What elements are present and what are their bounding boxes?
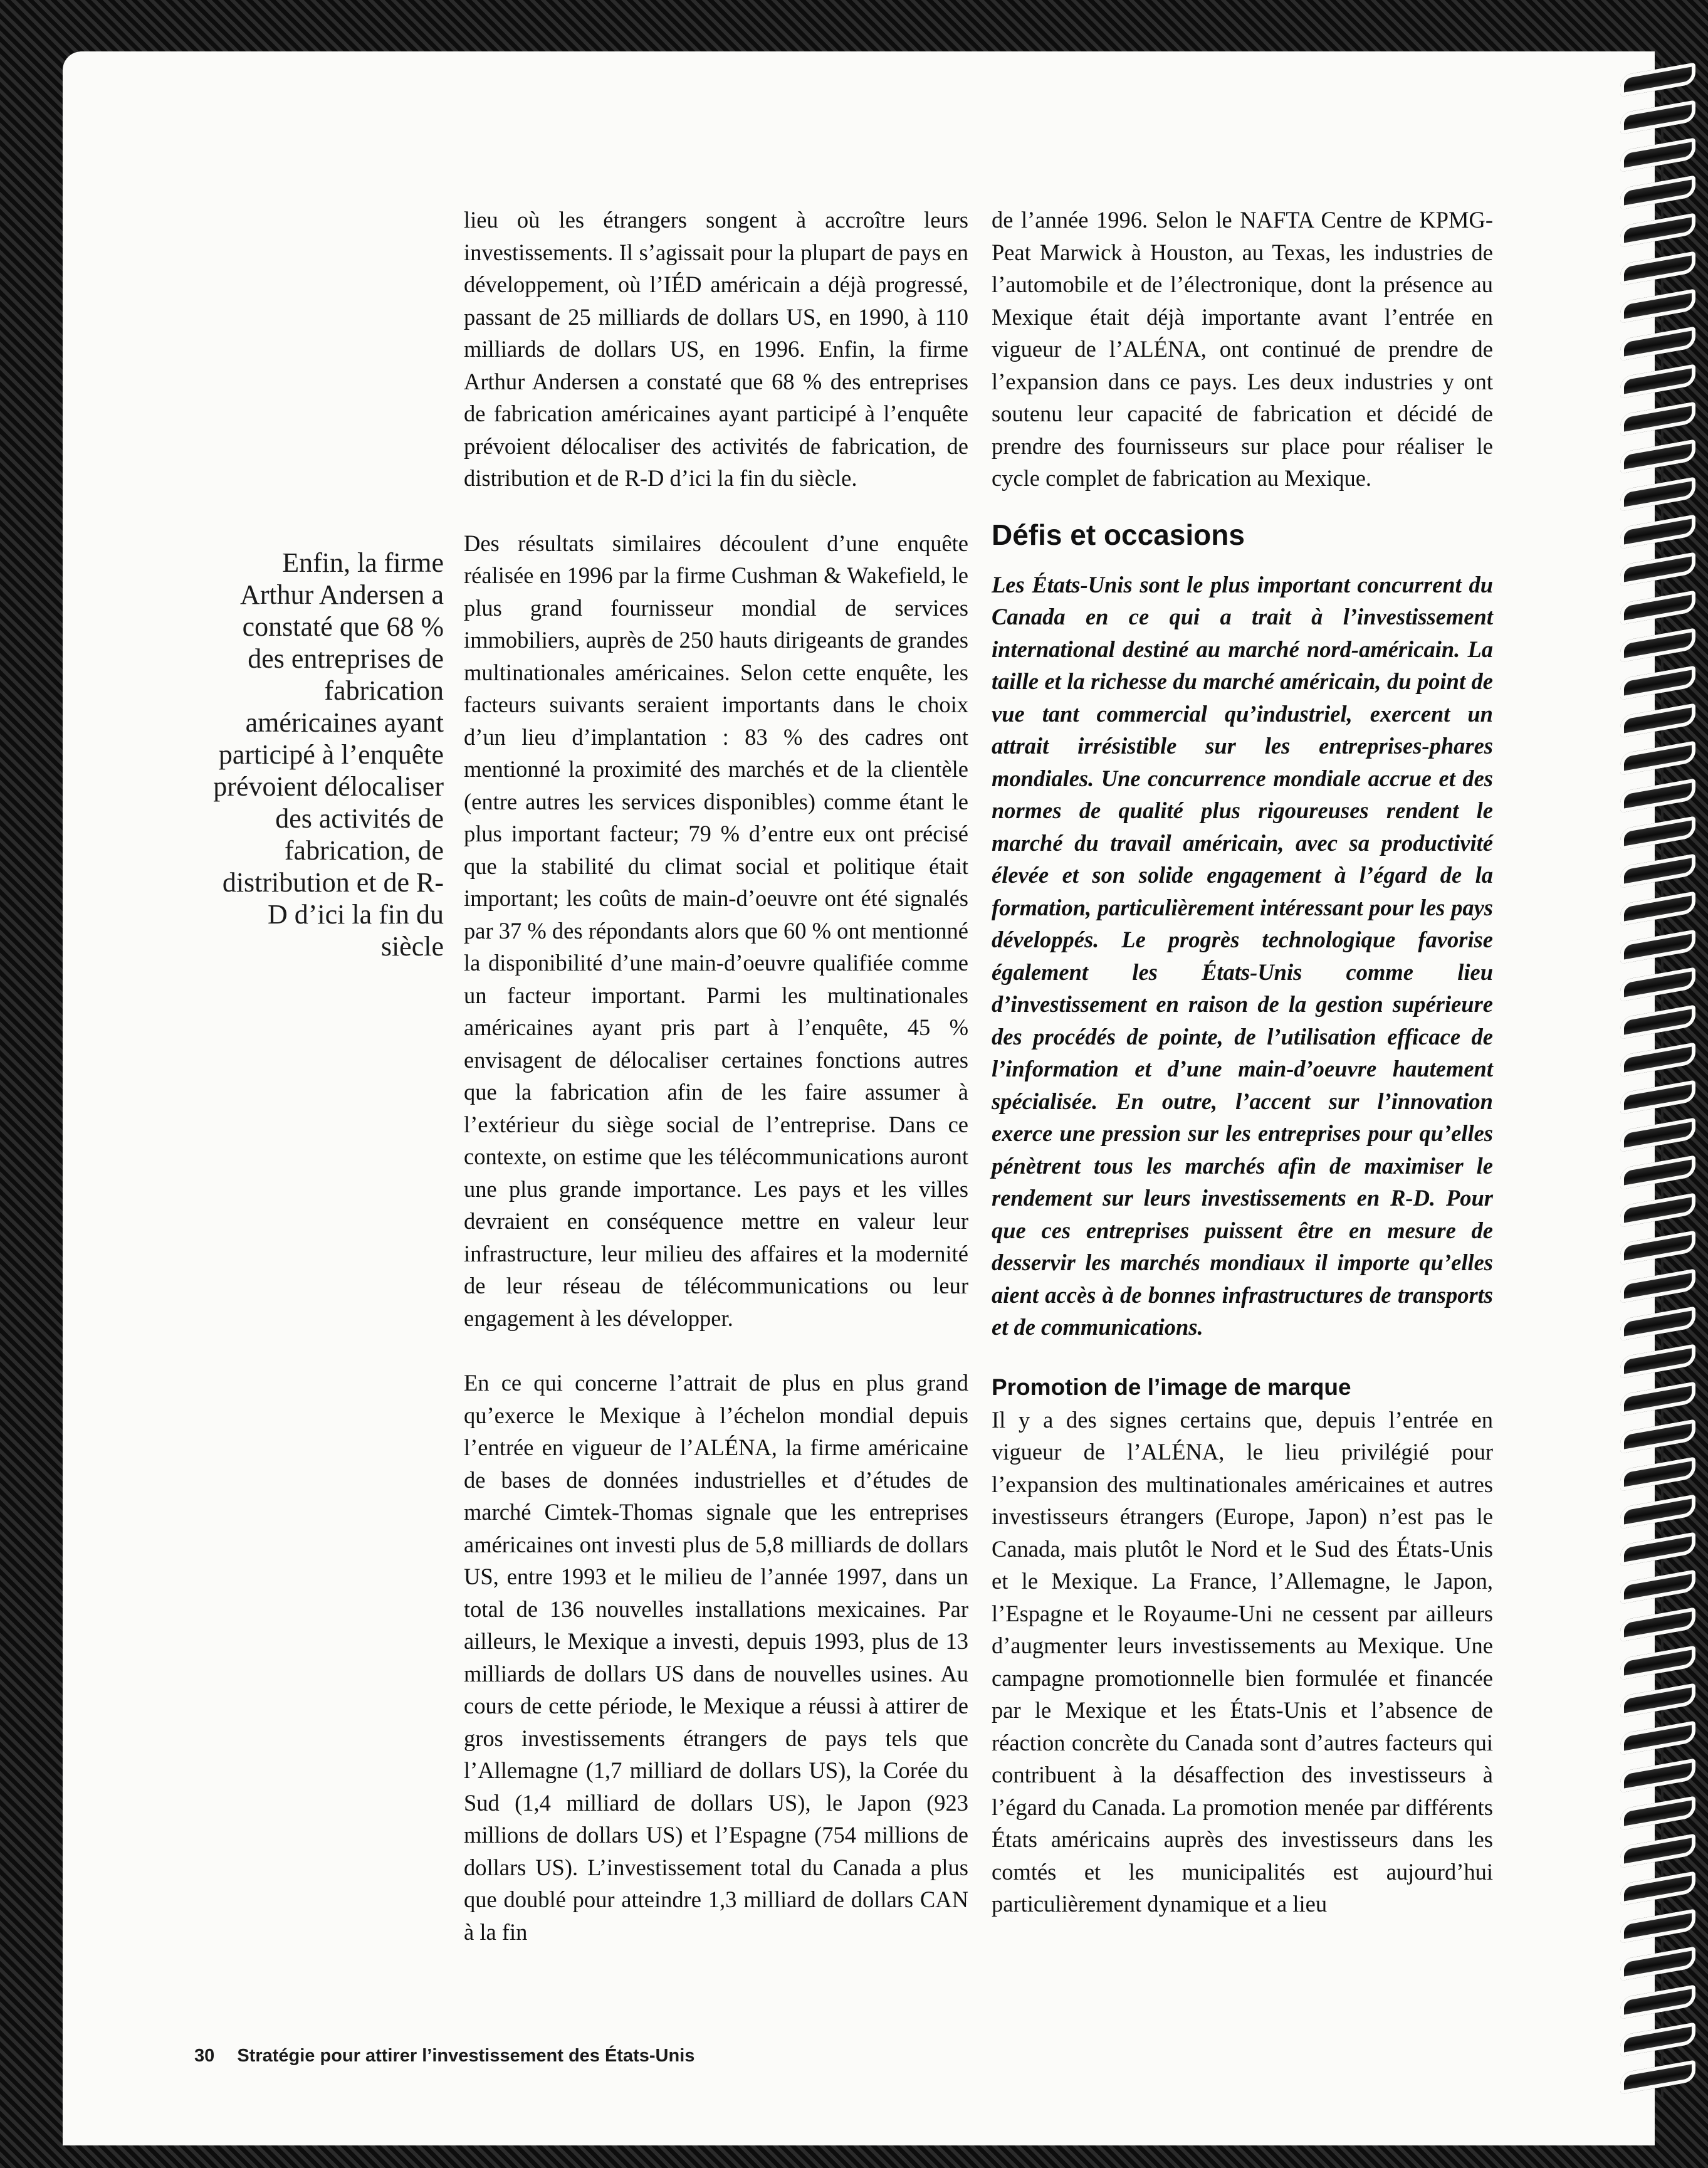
spiral-coil	[1620, 1796, 1695, 1830]
spiral-coil	[1620, 1608, 1695, 1642]
spiral-coil	[1620, 778, 1695, 813]
body-paragraph: Il y a des signes certains que, depuis l’entrée en vigueur de l’ALÉNA, le lieu privilégié pour l’expansion des multinationales américaines et autres investisseurs étrangers (Europe, Japon) n’est pas le Canada, mais plutôt le Nord et le Sud des États-Unis et le Mexique. La France, l’Allemagne, le Japon, l’Espagne et le Royaume-Uni ne cessent par ailleurs d’augmenter leurs investissements au Mexique. Une campagne promotionnelle bien formulée et financée par le Mexique et les États-Unis et l’absence de réaction concrète du Canada sont d’autres facteurs qui contribuent à la désaffection des investisseurs à l’égard du Canada. La promotion menée par différents États américains auprès des investisseurs dans les comtés et les municipalités est aujourd’hui particulièrement dynamique et a lieu	[992, 1406, 1493, 1917]
running-title: Stratégie pour attirer l’investissement des États-Unis	[237, 2046, 695, 2066]
spiral-coil	[1620, 1834, 1695, 1868]
spiral-coil	[1620, 364, 1695, 398]
spiral-coil	[1620, 552, 1695, 587]
spiral-coil	[1620, 1683, 1695, 1717]
spiral-coil	[1620, 439, 1695, 474]
spiral-coil	[1620, 2022, 1695, 2056]
spiral-coil	[1620, 1758, 1695, 1792]
spiral-coil	[1620, 1419, 1695, 1453]
italic-paragraph: Les États-Unis sont le plus important concurrent du Canada en ce qui a trait à l’investissement international destiné au marché nord-américain. La taille et la richesse du marché américain, du point de vue tant commercial qu’industriel, exercent un attrait irrésistible sur les entreprises-phares mondiales. Une concurrence mondiale accrue et des normes de qualité plus rigoureuses rendent le marché du travail américain, avec sa productivité élevée et son solide engagement à l’égard de la formation, particulièrement intéressant pour les pays développés. Le progrès technologique favorise également les États-Unis comme lieu d’investissement en raison de la gestion supérieure des procédés de pointe, de l’utilisation efficace de l’information et d’une main-d’oeuvre hautement spécialisée. En outre, l’accent sur l’innovation exerce une pression sur les entreprises pour qu’elles pénètrent tous les marchés afin de maximiser le rendement sur leurs investissements en R-D. Pour que ces entreprises puissent être en mesure de desservir les marchés mondiaux il importe qu’elles aient accès à de bonnes infrastructures de transports et de communications.	[992, 571, 1493, 1340]
spiral-coil	[1620, 816, 1695, 851]
spiral-coil	[1620, 590, 1695, 624]
spiral-coil	[1620, 1532, 1695, 1567]
spiral-binding	[1620, 69, 1708, 2088]
spiral-coil	[1620, 1381, 1695, 1416]
spiral-coil	[1620, 1268, 1695, 1303]
spiral-coil	[1620, 628, 1695, 662]
spiral-coil	[1620, 740, 1695, 775]
page-number: 30	[194, 2046, 215, 2066]
body-paragraph: de l’année 1996. Selon le NAFTA Centre de KPMG-Peat Marwick à Houston, au Texas, les industries de l’automobile et de l’électronique, dont la présence au Mexique était déjà importante avant l’entrée en vigueur de l’ALÉNA, ont continué de prendre de l’expansion dans ce pays. Les deux industries y ont soutenu leur capacité de fabrication et décidé de prendre des fournisseurs sur place pour réaliser le cycle complet de fabrication au Mexique.	[992, 207, 1493, 491]
spiral-coil	[1620, 1456, 1695, 1491]
spiral-coil	[1620, 251, 1695, 285]
spiral-coil	[1620, 1004, 1695, 1039]
spiral-coil	[1620, 665, 1695, 700]
body-paragraph: Des résultats similaires découlent d’une enquête réalisée en 1996 par la firme Cushman & Wakefield, le plus grand fournisseur mondial de services immobiliers, auprès de 250 hauts dirigeants de grandes multinationales américaines. Selon cette enquête, les facteurs suivants seraient importants dans le choix d’un lieu d’implantation : 83 % des cadres ont mentionné la proximité des marchés et de la clientèle (entre autres les services disponibles) comme étant le plus important facteur; 79 % d’entre eux ont précisé que la stabilité du climat social et politique était important; les coûts de main-d’oeuvre ont été signalés par 37 % des répondants alors que 60 % ont mentionné la disponibilité d’une main-d’oeuvre qualifiée comme un facteur important. Parmi les multinationales américaines ayant pris part à l’enquête, 45 % envisagent de délocaliser certaines fonctions autres que la fabrication afin de les faire assumer à l’extérieur du siège social de l’entreprise. Dans ce contexte, on estime que les télécommunications auront une plus grande importance. Les pays et les villes devraient en conséquence mettre en valeur leur infrastructure, leur milieu des affaires et la modernité de leur réseau de télécommunications ou leur engagement à les développer.	[464, 530, 968, 1331]
spiral-coil	[1620, 1306, 1695, 1340]
spiral-coil	[1620, 892, 1695, 926]
pull-quote: Enfin, la firme Arthur Andersen a constaté que 68 % des entreprises de fabrication américaines ayant participé à l’enquête prévoient délocaliser des activités de fabrication, de distribution et de R-D d’ici la fin du siècle	[213, 547, 444, 962]
spiral-coil	[1620, 1080, 1695, 1114]
spiral-coil	[1620, 1720, 1695, 1755]
spiral-coil	[1620, 176, 1695, 210]
spiral-coil	[1620, 138, 1695, 172]
spiral-coil	[1620, 929, 1695, 964]
middle-column	[464, 204, 968, 1948]
spiral-coil	[1620, 1495, 1695, 1529]
subsection-heading: Promotion de l’image de marque	[992, 1374, 1351, 1400]
spiral-coil	[1620, 967, 1695, 1001]
spiral-coil	[1620, 1645, 1695, 1680]
section-heading: Défis et occasions	[992, 518, 1245, 551]
spiral-coil	[1620, 477, 1695, 512]
spiral-coil	[1620, 100, 1695, 135]
spiral-coil	[1620, 1570, 1695, 1604]
spiral-coil	[1620, 288, 1695, 323]
right-column	[992, 204, 1493, 1920]
body-paragraph: lieu où les étrangers songent à accroître leurs investissements. Il s’agissait pour la plupart de pays en développement, où l’IÉD américain a déjà progressé, passant de 25 milliards de dollars US, en 1990, à 110 milliards de dollars US, en 1996. Enfin, la firme Arthur Andersen a constaté que 68 % des entreprises de fabrication américaines ayant participé à l’enquête prévoient délocaliser des activités de fabrication, de distribution et de R-D d’ici la fin du siècle.	[464, 207, 968, 491]
spiral-coil	[1620, 854, 1695, 888]
spiral-coil	[1620, 326, 1695, 360]
spiral-coil	[1620, 1909, 1695, 1944]
spiral-coil	[1620, 1042, 1695, 1076]
body-paragraph: En ce qui concerne l’attrait de plus en plus grand qu’exerce le Mexique à l’échelon mondial depuis l’entrée en vigueur de l’ALÉNA, la firme américaine de bases de données industrielles et d’études de marché Cimtek-Thomas signale que les entreprises américaines ont investi plus de 5,8 milliards de dollars US, entre 1993 et le milieu de l’année 1997, dans un total de 136 nouvelles installations mexicaines. Par ailleurs, le Mexique a investi, depuis 1993, plus de 13 milliards de dollars US dans de nouvelles usines. Au cours de cette période, le Mexique a réussi à attirer de gros investissements étrangers de pays tels que l’Allemagne (1,7 milliard de dollars US), la Corée du Sud (1,4 milliard de dollars US), le Japon (923 millions de dollars US) et l’Espagne (754 millions de dollars US). L’investissement total du Canada a plus que doublé pour atteindre 1,3 milliard de dollars CAN à la fin	[464, 1370, 968, 1945]
page-footer	[194, 2046, 694, 2066]
spiral-coil	[1620, 1117, 1695, 1152]
spiral-coil	[1620, 515, 1695, 549]
spiral-coil	[1620, 1344, 1695, 1378]
spiral-coil	[1620, 1155, 1695, 1190]
spiral-coil	[1620, 1231, 1695, 1265]
spiral-coil	[1620, 1871, 1695, 1906]
spiral-coil	[1620, 401, 1695, 436]
spiral-coil	[1620, 1984, 1695, 2019]
spiral-coil	[1620, 213, 1695, 248]
spiral-coil	[1620, 1947, 1695, 1981]
spiral-coil	[1620, 1193, 1695, 1228]
spiral-coil	[1620, 703, 1695, 737]
